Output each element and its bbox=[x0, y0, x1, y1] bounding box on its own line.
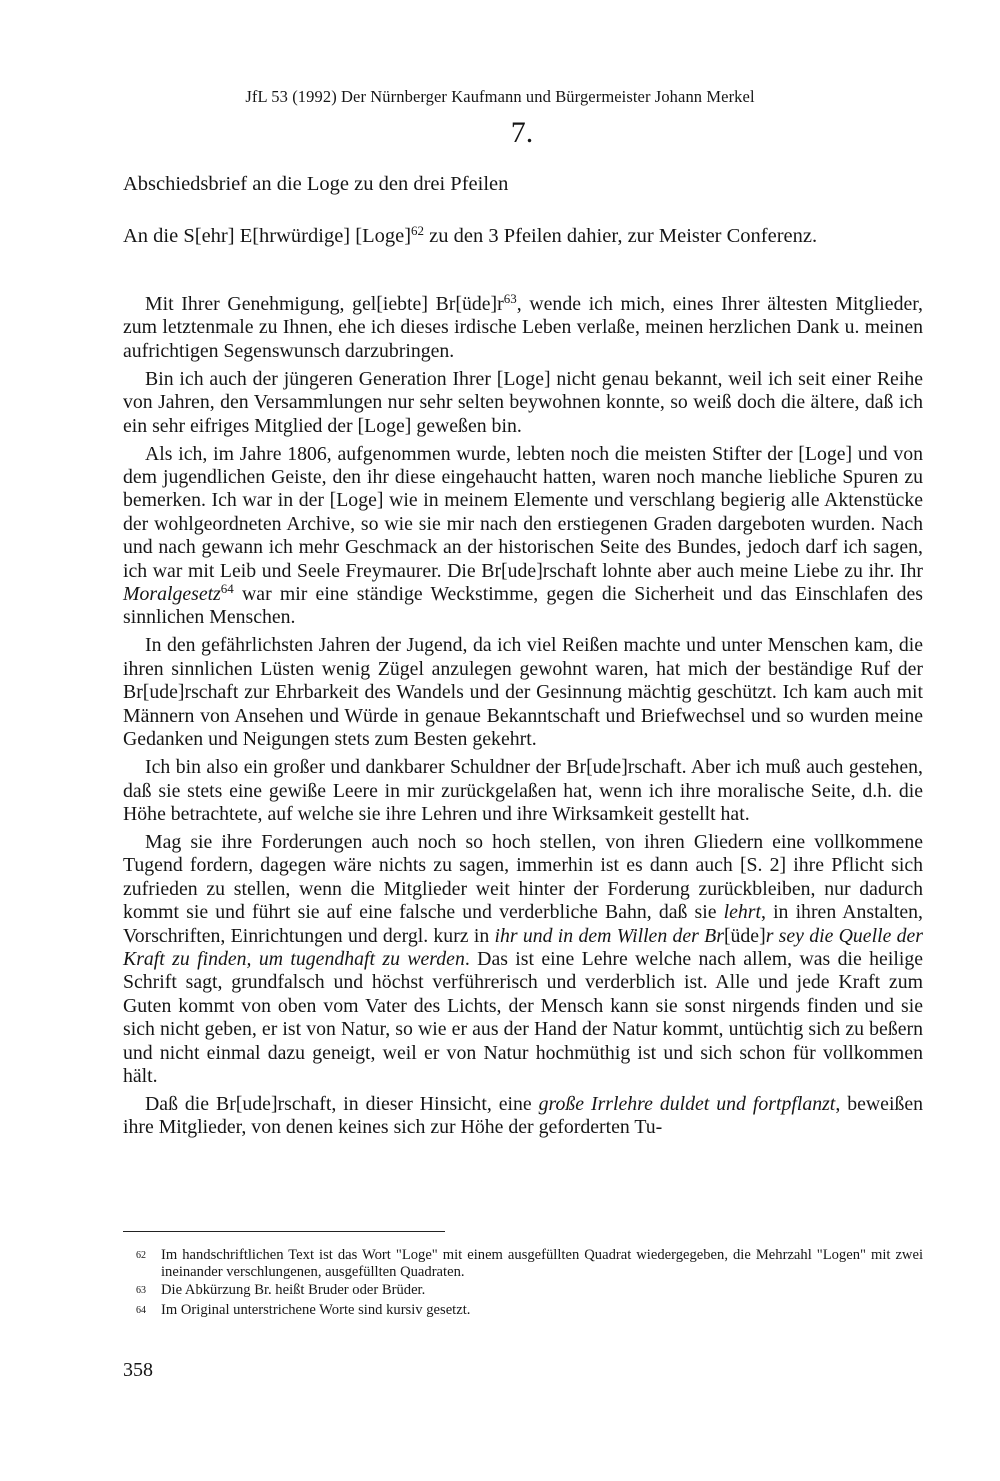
page-number: 358 bbox=[123, 1359, 153, 1381]
paragraph-5: Ich bin also ein großer und dankbarer Schuldner der Br[ude]rschaft. Aber ich muß auch gestehen, daß sie stets eine gewiße Leere in mir zurückgelaßen hat, wenn ich ihre moralische Seite, d.h. die Höhe betrachtete, auf welche sie ihre Lehren und ihre Wirksamkeit gestellt hat. bbox=[123, 756, 923, 825]
italic-text: r sey die Quelle der Kraft zu finden, um tugendhaft zu werden bbox=[123, 924, 923, 970]
address-text: An die S[ehr] E[hrwürdige] [Loge] bbox=[123, 225, 412, 247]
footnote-64 bbox=[123, 1302, 923, 1320]
footnote-ref-63[interactable]: 63 bbox=[503, 291, 517, 306]
letter-body bbox=[123, 293, 923, 1144]
paragraph-text: war mir eine ständige Weckstimme, gegen die Sicherheit und das Einschlafen des sinnlichen Menschen. bbox=[123, 583, 923, 629]
paragraph-text: , beweißen ihre Mitglieder, von denen keines sich zur Höhe der geforderten Tu- bbox=[123, 1092, 924, 1139]
document-title: Abschiedsbrief an die Loge zu den drei Pfeilen bbox=[123, 173, 509, 195]
paragraph-text: [üde] bbox=[723, 924, 766, 947]
footnotes bbox=[123, 1247, 923, 1321]
footnote-63 bbox=[123, 1282, 923, 1300]
footnote-text: Im handschriftlichen Text ist das Wort "Loge" mit einem ausgefüllten Quadrat wiedergegeben, die Mehrzahl "Logen" mit zwei ineinander verschlungenen, ausgefüllten Quadraten. bbox=[161, 1247, 923, 1280]
paragraph-text: . Das ist eine Lehre welche nach allem, was die heilige Schrift sagt, grundfalsch und höchst verführerisch und verderblich ist. Alle und jede Kraft zum Guten kommt von oben vom Vater des Lichts, der Mensch kann sie sonst nirgends finden und sie sich nicht geben, er ist von Natur, so wie er aus der Hand der Natur kommt, untüchtig sich zu beßern und nicht einmal dazu geneigt, weil er von Natur hochmüthig ist und sich schon für vollkommen hält. bbox=[123, 947, 923, 1087]
paragraph-1 bbox=[123, 293, 923, 363]
paragraph-4: In den gefährlichsten Jahren der Jugend, da ich viel Reißen machte und unter Menschen kam, die ihren sinnlichen Lüsten wenig Zügel anzulegen gewohnt waren, hat mich der beständige Ruf der Br[ude]rschaft zur Ehrbarkeit des Wandels und der Gesinnung mächtig geschützt. Ich kam auch mit Männern von Ansehen und Würde in genaue Bekanntschaft und Briefwechsel und so wurden meine Gedanken und Neigungen stets zum Besten gekehrt. bbox=[123, 634, 923, 751]
footnote-ref-62[interactable]: 62 bbox=[411, 223, 425, 238]
paragraph-6 bbox=[123, 831, 923, 1088]
footnote-number: 63 bbox=[136, 1285, 146, 1296]
paragraph-text: Als ich, im Jahre 1806, aufgenommen wurde, lebten noch die meisten Stifter der [Loge] und von dem jugendlichen Geiste, den ihr diese eingehaucht hatten, waren noch manche liebliche Spuren zu bemerken. Ich war in der [Loge] wie in meinem Elemente und verschlang begierig alle Aktenstücke der wohlgeordneten Archive, so wie sie mir nach den erstiegenen Graden dargeboten wurden. Nach und nach gewann ich mehr Geschmack an der historischen Seite des Bundes, jedoch darf ich sagen, ich war mit Leib und Seele Freymaurer. Die Br[ude]rschaft lohnte aber auch meine Liebe zu ihr. Ihr bbox=[123, 442, 923, 582]
running-header: JfL 53 (1992) Der Nürnberger Kaufmann und Bürgermeister Johann Merkel bbox=[245, 87, 755, 106]
italic-text: ihr und in dem Willen der Br bbox=[494, 924, 724, 947]
footnote-divider bbox=[123, 1231, 445, 1232]
paragraph-text: Daß die Br[ude]rschaft, in dieser Hinsicht, eine bbox=[145, 1092, 539, 1115]
footnote-number: 64 bbox=[136, 1304, 146, 1316]
footnote-number: 62 bbox=[136, 1250, 146, 1261]
footnote-ref-64[interactable]: 64 bbox=[220, 581, 234, 597]
paragraph-2: Bin ich auch der jüngeren Generation Ihrer [Loge] nicht genau bekannt, weil ich seit einer Reihe von Jahren, den Versammlungen nur sehr selten beywohnen konnte, so weiß doch die ältere, daß ich ein sehr eifriges Mitglied der [Loge] geweßen bin. bbox=[123, 367, 923, 437]
paragraph-text: , in ihren Anstalten, Vorschriften, Einrichtungen und dergl. kurz in bbox=[123, 901, 923, 947]
address-text-rest: zu den 3 Pfeilen dahier, zur Meister Conferenz. bbox=[424, 225, 818, 247]
address-line bbox=[123, 225, 817, 248]
italic-text: lehrt bbox=[723, 901, 761, 924]
footnote-text: Die Abkürzung Br. heißt Bruder oder Brüder. bbox=[161, 1282, 426, 1298]
paragraph-text: Mag sie ihre Forderungen auch noch so hoch stellen, von ihren Gliedern eine vollkommene Tugend fordern, dagegen wäre nichts zu sagen, immerhin ist es dann auch [S. 2] ihre Pflicht sich zufrieden zu stellen, wenn die Mitglieder weit hinter der Forderung zurückbleiben, nur dadurch kommt sie und führt sie auf eine falsche und verderbliche Bahn, daß sie bbox=[123, 830, 923, 924]
footnote-text: Im Original unterstrichene Worte sind kursiv gesetzt. bbox=[161, 1301, 471, 1318]
paragraph-text: , wende ich mich, eines Ihrer ältesten Mitglieder, zum letztenmale zu Ihnen, ehe ich dieses irdische Leben verlaße, meinen herzlichen Dank u. meinen aufrichtigen Segenswunsch darzubringen. bbox=[123, 293, 923, 362]
paragraph-3 bbox=[123, 443, 923, 630]
section-number: 7. bbox=[510, 116, 534, 149]
paragraph-7 bbox=[123, 1093, 923, 1140]
italic-text: große Irrlehre duldet und fortpflanzt bbox=[538, 1092, 836, 1115]
footnote-62 bbox=[123, 1247, 923, 1280]
paragraph-text: Mit Ihrer Genehmigung, gel[iebte] Br[üde]r bbox=[145, 293, 504, 315]
italic-text: Moralgesetz bbox=[123, 583, 221, 606]
